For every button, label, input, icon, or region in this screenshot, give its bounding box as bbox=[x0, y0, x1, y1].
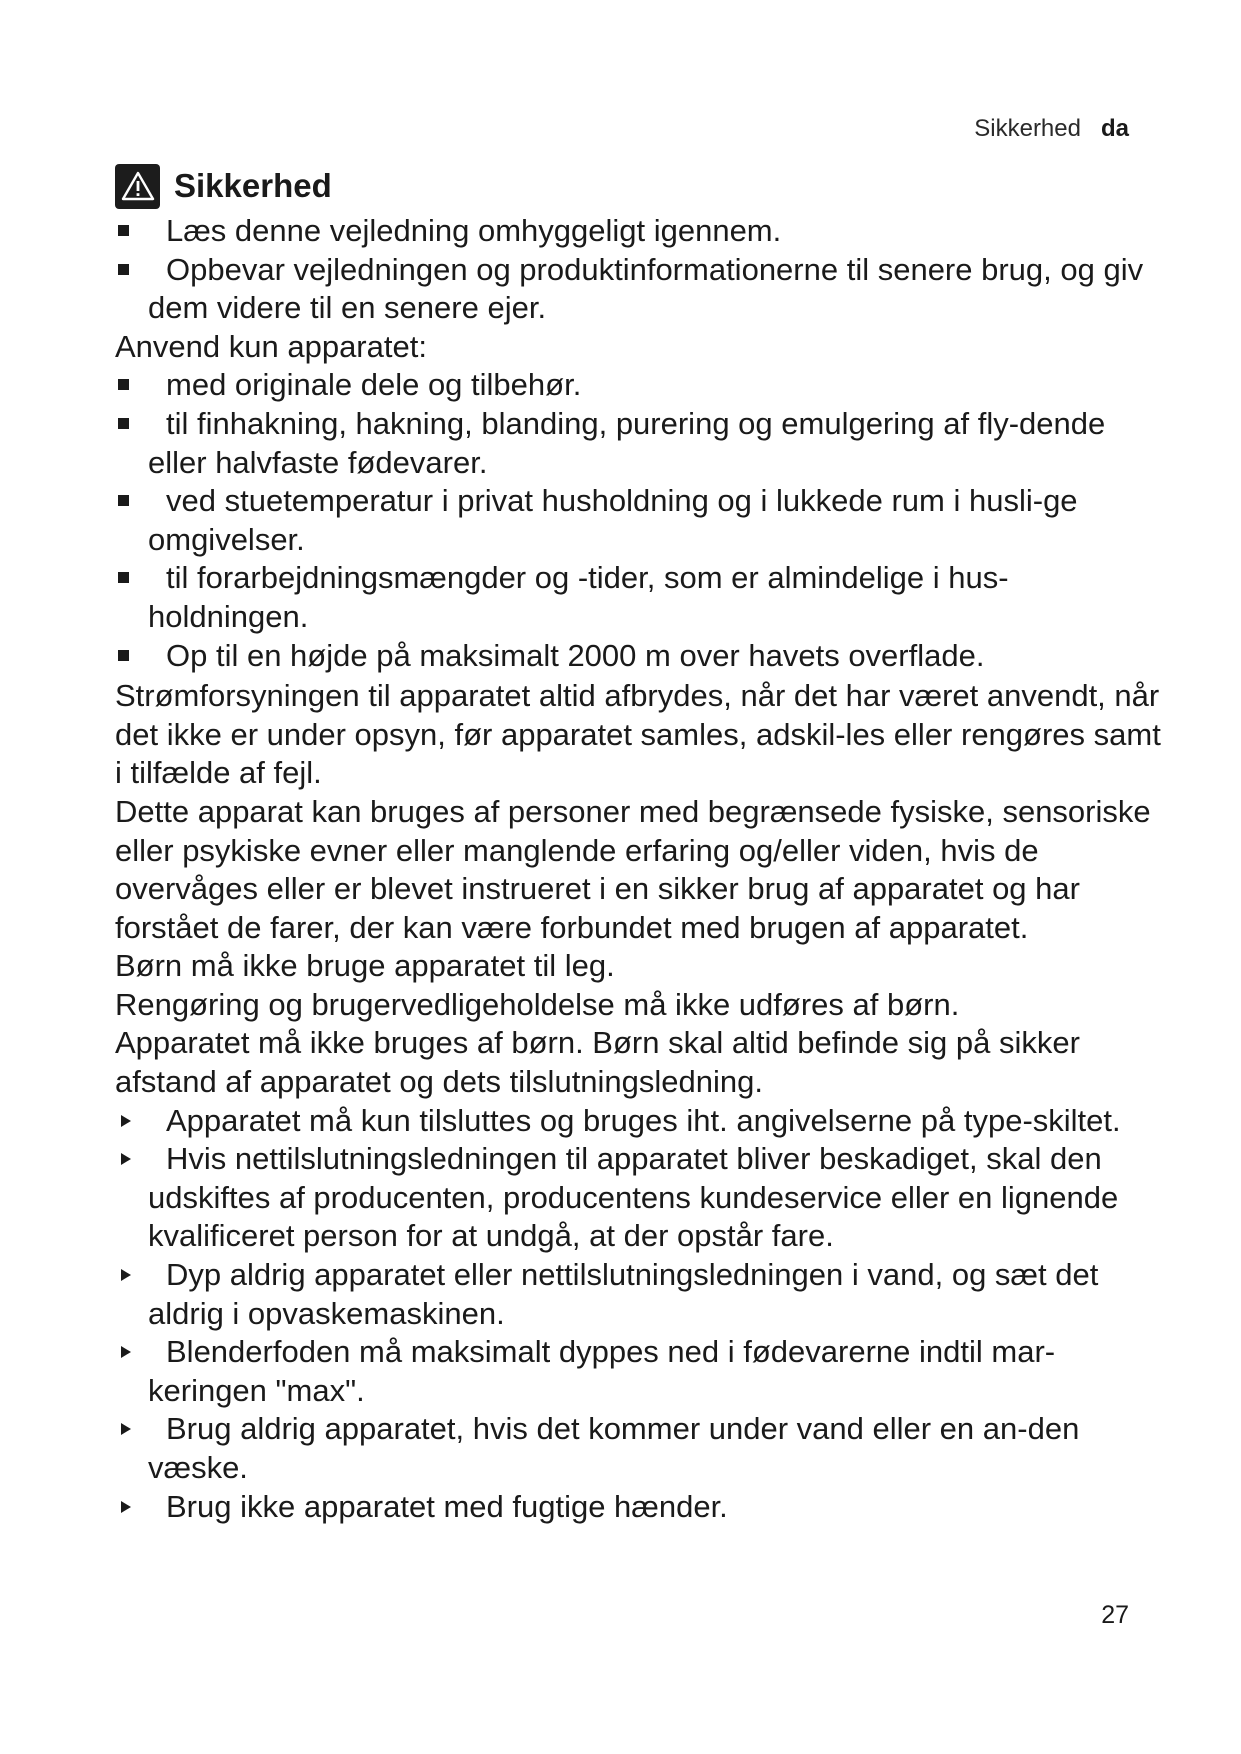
page-content bbox=[115, 160, 1165, 1526]
list-item: Læs denne vejledning omhyggeligt igennem. bbox=[166, 213, 782, 248]
instruction-item: Dyp aldrig apparatet eller nettilslutningsledningen i vand, og sæt det aldrig i opvaskemaskinen. bbox=[148, 1257, 1099, 1331]
usage-intro: Anvend kun apparatet: bbox=[115, 328, 427, 364]
instruction-item: Blenderfoden må maksimalt dyppes ned i fødevarerne indtil mar-keringen "max". bbox=[148, 1334, 1056, 1408]
running-header bbox=[974, 114, 1129, 144]
running-header-language: da bbox=[1100, 115, 1129, 142]
list-item: med originale dele og tilbehør. bbox=[166, 367, 582, 403]
instruction-item: Apparatet må kun tilsluttes og bruges iht. angivelserne på type-skiltet. bbox=[166, 1102, 1121, 1138]
list-item: Opbevar vejledningen og produktinformationerne til senere brug, og giv dem videre til en senere ejer. bbox=[148, 251, 1144, 326]
list-item: til forarbejdningsmængder og -tider, som er almindelige i hus-holdningen. bbox=[148, 560, 1009, 634]
running-header-section: Sikkerhed bbox=[974, 115, 1081, 142]
paragraph: Dette apparat kan bruges af personer med begrænsede fysiske, sensoriske eller psykiske evner eller manglende erfaring og/eller viden, hvis de overvåges eller er blevet instrueret i en sikker brug af apparatet og har forstået de farer, der kan være forbundet med brugen af apparatet. bbox=[115, 793, 1151, 945]
paragraph: Rengøring og brugervedligeholdelse må ikke udføres af børn. bbox=[115, 986, 960, 1022]
paragraph: Strømforsyningen til apparatet altid afbrydes, når det har været anvendt, når det ikke er under opsyn, før apparatet samles, adskil-les eller rengøres samt i tilfælde af fejl. bbox=[115, 678, 1161, 791]
list-item: ved stuetemperatur i privat husholdning og i lukkede rum i husli-ge omgivelser. bbox=[148, 483, 1078, 557]
instruction-item: Brug ikke apparatet med fugtige hænder. bbox=[166, 1488, 728, 1524]
page-number: 27 bbox=[1101, 1601, 1129, 1629]
list-item: Op til en højde på maksimalt 2000 m over havets overflade. bbox=[166, 637, 985, 673]
paragraph: Børn må ikke bruge apparatet til leg. bbox=[115, 948, 615, 984]
page-title: Sikkerhed bbox=[174, 166, 332, 204]
section-heading bbox=[115, 160, 1165, 212]
instruction-item: Brug aldrig apparatet, hvis det kommer under vand eller en an-den væske. bbox=[148, 1411, 1080, 1485]
instruction-item: Hvis nettilslutningsledningen til apparatet bliver beskadiget, skal den udskiftes af producenten, producentens kundeservice eller en lignende kvalificeret person for at undgå, at der opstår fare. bbox=[148, 1141, 1119, 1254]
warning-triangle-icon bbox=[115, 164, 160, 209]
list-item: til finhakning, hakning, blanding, purering og emulgering af fly-dende eller halvfaste fødevarer. bbox=[148, 405, 1106, 480]
paragraph: Apparatet må ikke bruges af børn. Børn skal altid befinde sig på sikker afstand af apparatet og dets tilslutningsledning. bbox=[115, 1025, 1080, 1100]
